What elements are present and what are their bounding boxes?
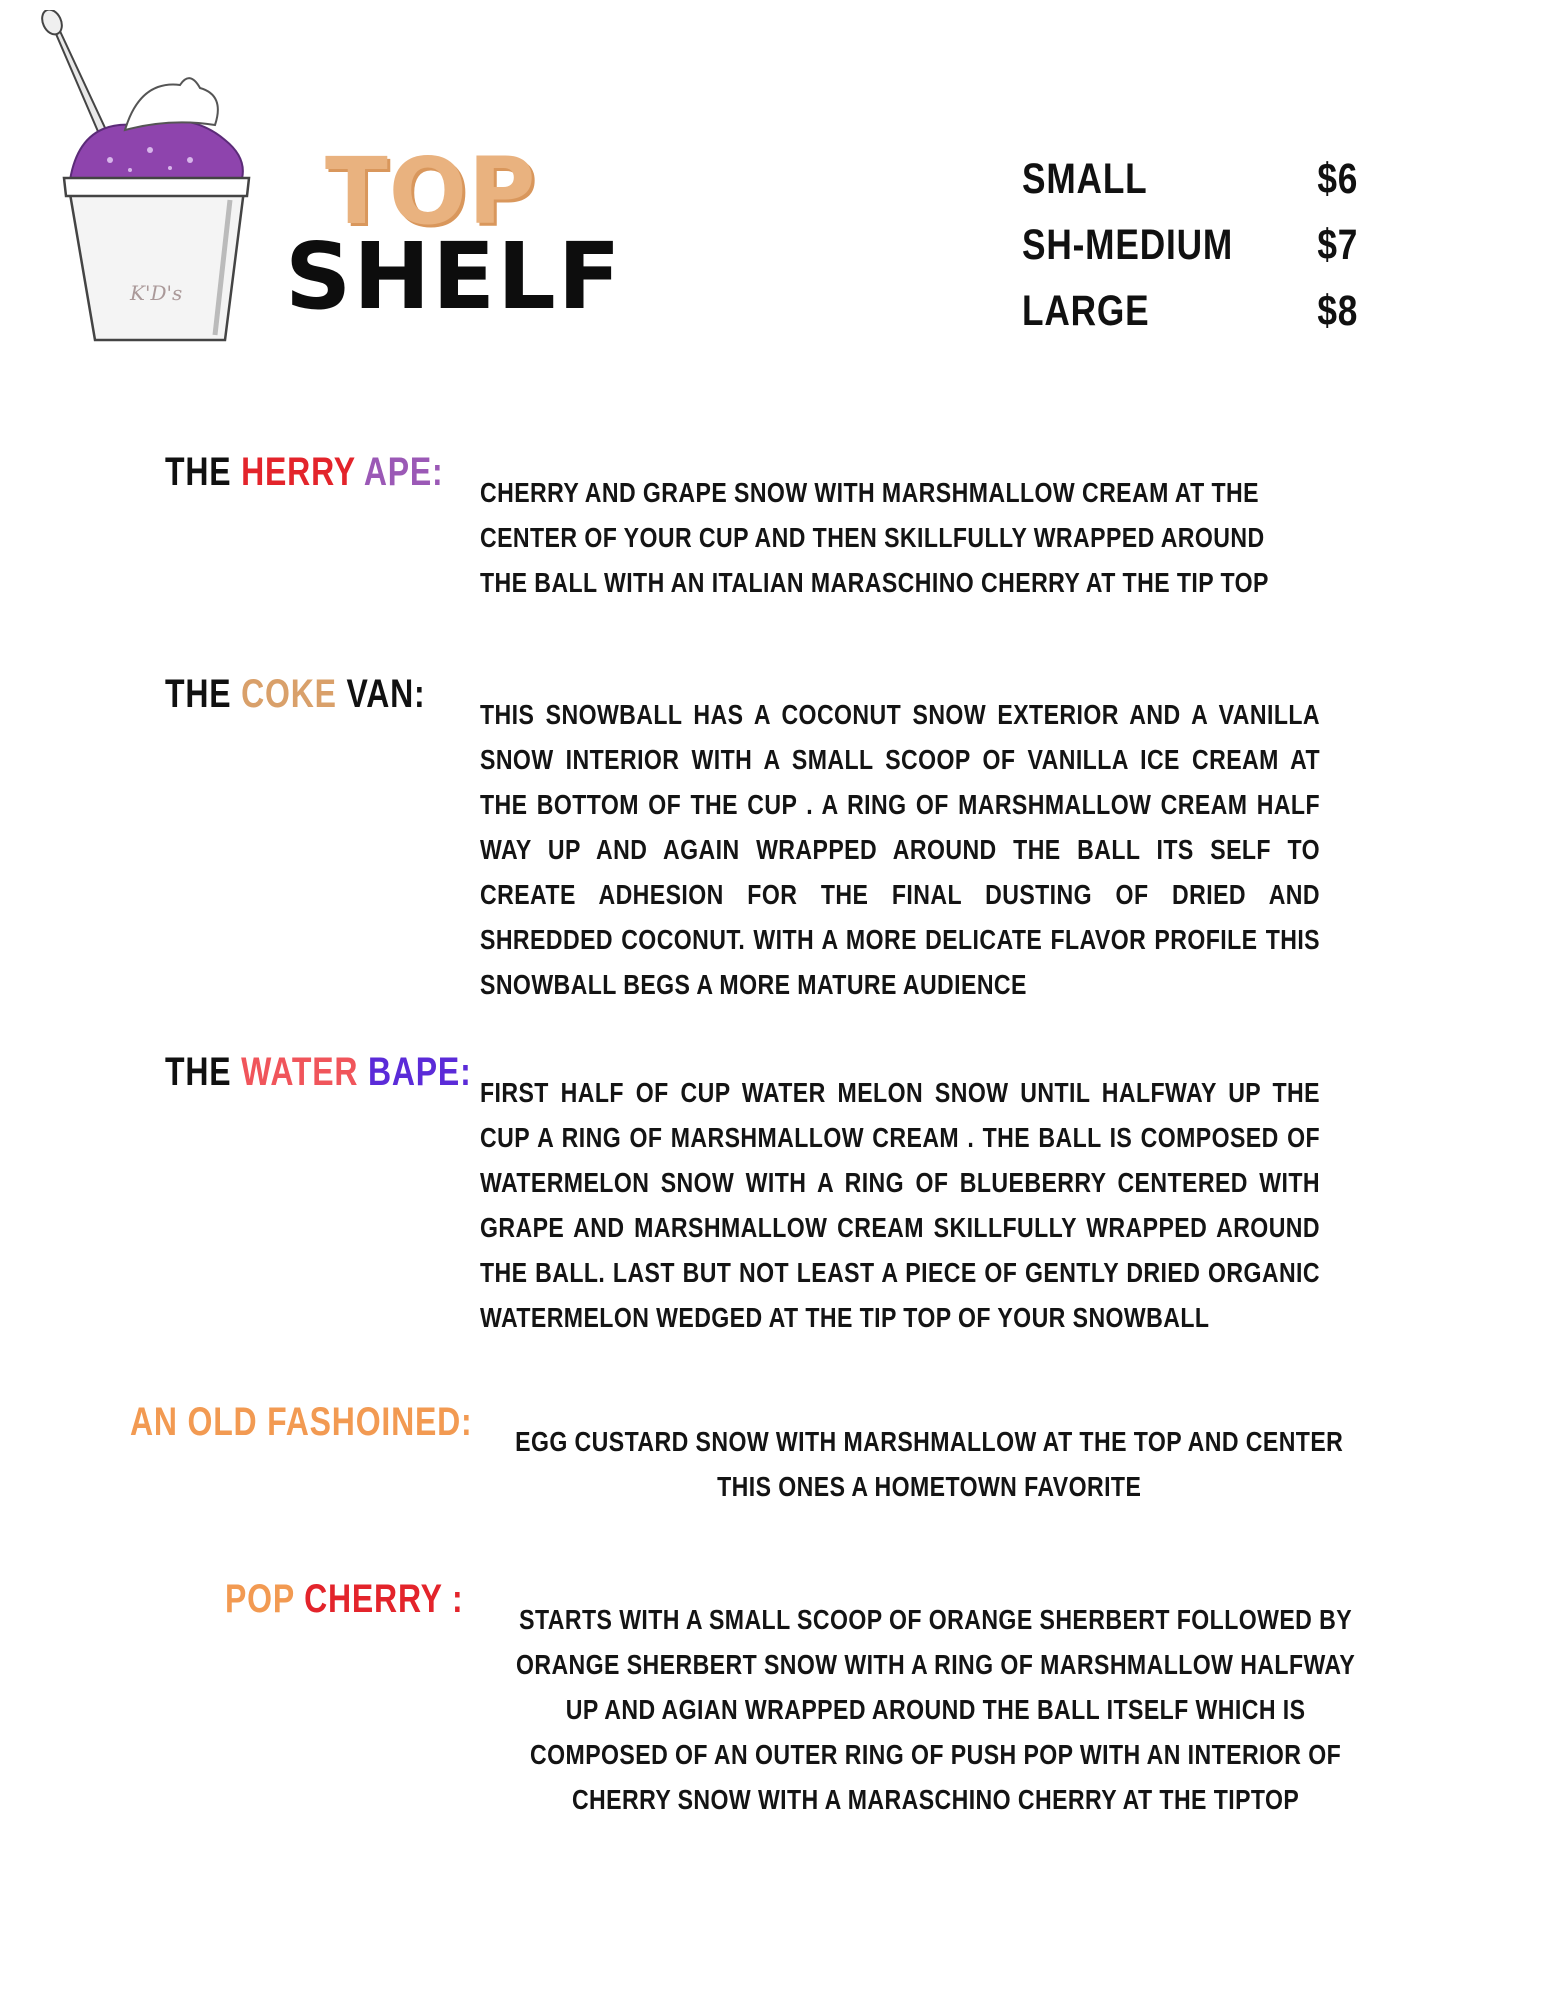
menu-item-description: EGG CUSTARD SNOW WITH MARSHMALLOW AT THE TOP AND CENTER THIS ONES A HOMETOWN FAVORITE (515, 1426, 1344, 1502)
menu-item-name: POP CHERRY : (225, 1577, 464, 1621)
snowball-cup-logo (40, 10, 270, 350)
price-row (1022, 155, 1358, 221)
price-row (1022, 221, 1358, 287)
menu-item-name: AN OLD FASHOINED: (130, 1400, 473, 1444)
size-label: LARGE (1022, 287, 1150, 335)
menu-item-description: STARTS WITH A SMALL SCOOP OF ORANGE SHERBERT FOLLOWED BY ORANGE SHERBERT SNOW WITH A RING OF MARSHMALLOW HALFWAY UP AND AGIAN WRAPPED AROUND THE BALL ITSELF WHICH IS COMPOSED OF AN OUTER RING OF PUSH POP WITH AN INTERIOR OF CHERRY SNOW WITH A MARASCHINO CHERRY AT THE TIPTOP (515, 1604, 1356, 1815)
menu-item-description: CHERRY AND GRAPE SNOW WITH MARSHMALLOW CREAM AT THE CENTER OF YOUR CUP AND THEN SKILLFULLY WRAPPED AROUND THE BALL WITH AN ITALIAN MARASCHINO CHERRY AT THE TIP TOP (480, 477, 1269, 598)
menu-item-description: THIS SNOWBALL HAS A COCONUT SNOW EXTERIOR AND A VANILLA SNOW INTERIOR WITH A SMALL SCOOP OF VANILLA ICE CREAM AT THE BOTTOM OF THE CUP . A RING OF MARSHMALLOW CREAM HALF WAY UP AND AGAIN WRAPPED AROUND THE BALL ITS SELF TO CREATE ADHESION FOR THE FINAL DUSTING OF DRIED AND SHREDDED COCONUT. WITH A MORE DELICATE FLAVOR PROFILE THIS SNOWBALL BEGS A MORE MATURE AUDIENCE (480, 699, 1320, 1000)
menu-item-name: THE HERRY APE: (165, 450, 444, 494)
menu-item-name: THE WATER BAPE: (165, 1050, 472, 1094)
price-value: $8 (1317, 287, 1359, 335)
logo-signature: K'D's (130, 281, 183, 305)
price-list (1022, 155, 1359, 353)
price-row (1022, 287, 1358, 353)
size-label: SMALL (1022, 155, 1148, 203)
title-top: TOP (325, 138, 537, 245)
price-value: $7 (1317, 221, 1359, 269)
price-value: $6 (1317, 155, 1359, 203)
menu-item-description: FIRST HALF OF CUP WATER MELON SNOW UNTIL HALFWAY UP THE CUP A RING OF MARSHMALLOW CREAM . THE BALL IS COMPOSED OF WATERMELON SNOW WITH A RING OF BLUEBERRY CENTERED WITH GRAPE AND MARSHMALLOW CREAM SKILLFULLY WRAPPED AROUND THE BALL. LAST BUT NOT LEAST A PIECE OF GENTLY DRIED ORGANIC WATERMELON WEDGED AT THE TIP TOP OF YOUR SNOWBALL (480, 1077, 1320, 1333)
size-label: SH-MEDIUM (1022, 221, 1234, 269)
title-bottom: SHELF (285, 222, 623, 330)
menu-item-name: THE COKE VAN: (165, 672, 426, 716)
page-title (285, 138, 623, 330)
